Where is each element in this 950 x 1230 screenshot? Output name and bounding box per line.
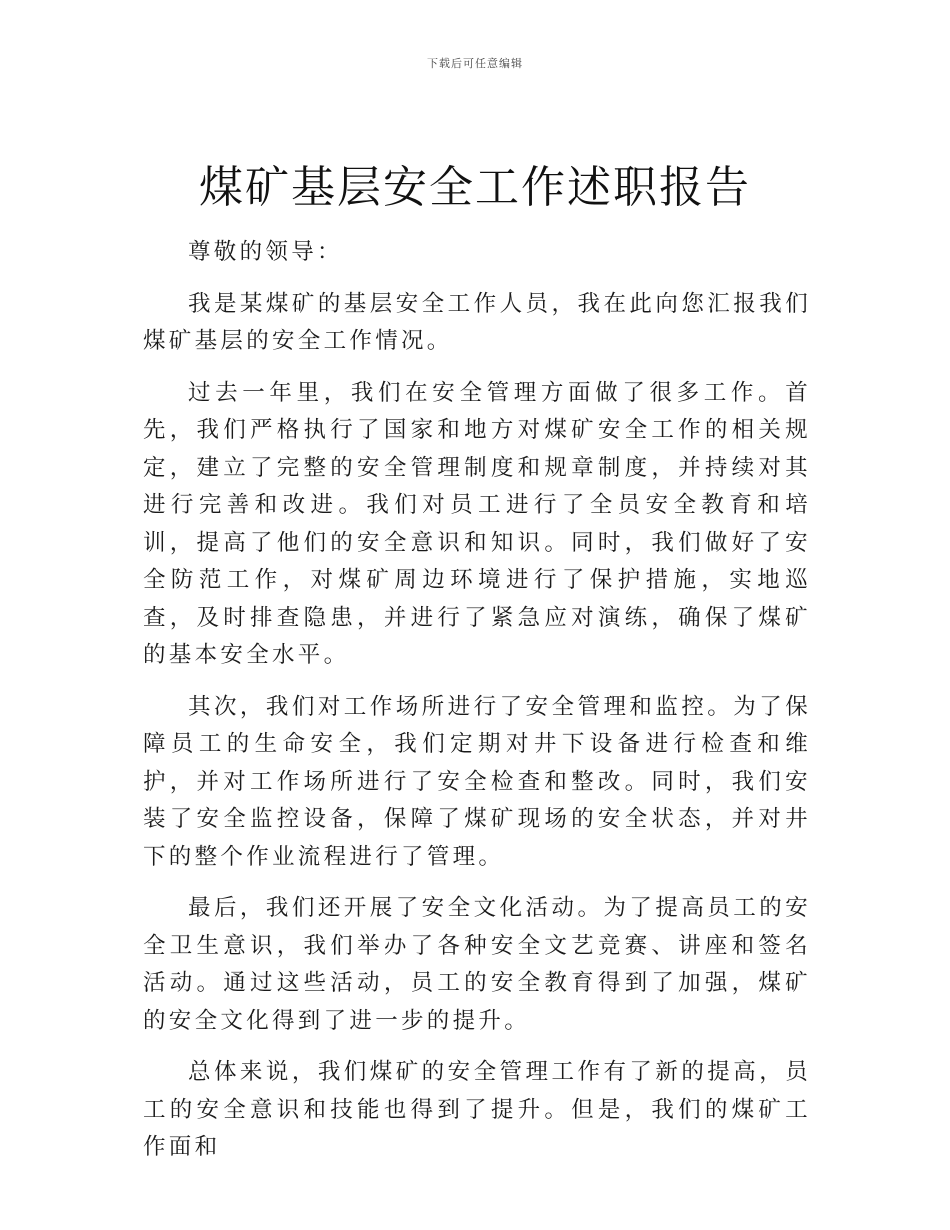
paragraph-past-year: 过去一年里，我们在安全管理方面做了很多工作。首先，我们严格执行了国家和地方对煤矿安全工作的相关规定，建立了完整的安全管理制度和规章制度，并持续对其进行完善和改进。我们对员工进行了全员安全教育和培训，提高了他们的安全意识和知识。同时，我们做好了安全防范工作，对煤矿周边环境进行了保护措施，实地巡查，及时排查隐患，并进行了紧急应对演练，确保了煤矿的基本安全水平。 <box>143 379 811 668</box>
document-title: 煤矿基层安全工作述职报告 <box>199 162 751 213</box>
paragraph-summary: 总体来说，我们煤矿的安全管理工作有了新的提高，员工的安全意识和技能也得到了提升。但是，我们的煤矿工作面和 <box>143 1059 811 1160</box>
header-note: 下载后可任意编辑 <box>427 57 523 70</box>
paragraph-salutation: 尊敬的领导： <box>188 239 343 265</box>
document-body <box>143 234 811 1181</box>
paragraph-culture: 最后，我们还开展了安全文化活动。为了提高员工的安全卫生意识，我们举办了各种安全文艺竞赛、讲座和签名活动。通过这些活动，员工的安全教育得到了加强，煤矿的安全文化得到了进一步的提升。 <box>143 895 811 1034</box>
paragraph-intro: 我是某煤矿的基层安全工作人员，我在此向您汇报我们煤矿基层的安全工作情况。 <box>143 290 811 354</box>
paragraph-workplace: 其次，我们对工作场所进行了安全管理和监控。为了保障员工的生命安全，我们定期对井下设备进行检查和维护，并对工作场所进行了安全检查和整改。同时，我们安装了安全监控设备，保障了煤矿现场的安全状态，并对井下的整个作业流程进行了管理。 <box>143 693 811 870</box>
